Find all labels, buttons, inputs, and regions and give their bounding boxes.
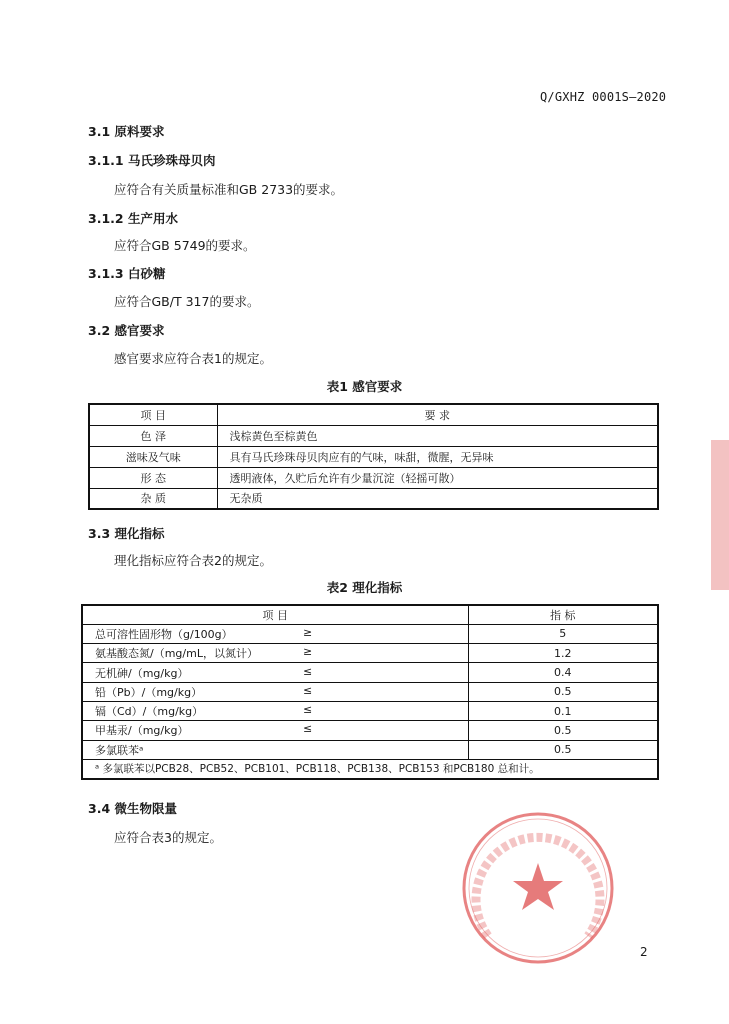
table-cell: 0.5: [468, 682, 658, 701]
paragraph-3-2: 感官要求应符合表1的规定。: [114, 351, 272, 366]
table-cell: [82, 624, 468, 643]
table-cell: 0.1: [468, 701, 658, 720]
table-cell: 形 态: [89, 467, 217, 488]
table1-caption: 表1 感官要求: [326, 379, 403, 394]
table-row: [89, 488, 658, 509]
heading-3-2: 3.2 感官要求: [88, 323, 165, 338]
table-header-cell: 要 求: [217, 404, 658, 425]
table-header-cell: 项 目: [89, 404, 217, 425]
paragraph-3-4: 应符合表3的规定。: [114, 830, 222, 845]
star-icon: [513, 863, 563, 910]
table-cell: 0.5: [468, 721, 658, 740]
item-label: 镉（Cd）/（mg/kg）: [95, 705, 204, 719]
item-label: 无机砷/（mg/kg）: [95, 666, 189, 680]
table-cell: 色 泽: [89, 425, 217, 446]
standard-code: Q/GXHZ 0001S—2020: [540, 90, 667, 104]
table-cell: 1.2: [468, 644, 658, 663]
table-row: [82, 721, 658, 740]
table-header-cell: 项 目: [82, 605, 468, 624]
item-label: 多氯联苯ᵃ: [95, 743, 144, 757]
comparison-symbol: ≤: [303, 664, 313, 678]
heading-3-1-1: 3.1.1 马氏珍珠母贝肉: [88, 153, 216, 168]
table2-caption: 表2 理化指标: [326, 580, 403, 595]
table-footnote-row: [82, 759, 658, 778]
page-edge-seal-mark: [711, 440, 729, 590]
table-row: [89, 446, 658, 467]
table-cell: 杂 质: [89, 488, 217, 509]
table-cell: [82, 663, 468, 682]
table-cell: [82, 682, 468, 701]
table-row: [82, 682, 658, 701]
item-label: 氨基酸态氮/（mg/mL，以氮计）: [95, 647, 258, 661]
table-header-row: [82, 605, 658, 624]
comparison-symbol: ≥: [303, 625, 313, 639]
table-cell: [82, 721, 468, 740]
table-row: [82, 701, 658, 720]
table-cell: 0.4: [468, 663, 658, 682]
item-label: 总可溶性固形物（g/100g）: [95, 627, 233, 641]
comparison-symbol: ≤: [303, 683, 313, 697]
table-cell: 滋味及气味: [89, 446, 217, 467]
table-header-cell: 指 标: [468, 605, 658, 624]
paragraph-3-1-1: 应符合有关质量标准和GB 2733的要求。: [114, 182, 344, 197]
comparison-symbol: ≥: [303, 645, 313, 659]
page-number: 2: [640, 945, 648, 959]
item-label: 甲基汞/（mg/kg）: [95, 724, 189, 738]
table-row: [82, 663, 658, 682]
table-cell: [82, 701, 468, 720]
table-row: [89, 425, 658, 446]
heading-3-1-3: 3.1.3 白砂糖: [88, 266, 166, 281]
heading-3-4: 3.4 微生物限量: [88, 801, 177, 816]
table-cell: 5: [468, 624, 658, 643]
table-cell: 透明液体，久贮后允许有少量沉淀（轻摇可散）: [217, 467, 658, 488]
heading-3-1: 3.1 原料要求: [88, 124, 165, 139]
table-cell: 具有马氏珍珠母贝肉应有的气味，味甜，微腥，无异味: [217, 446, 658, 467]
heading-3-3: 3.3 理化指标: [88, 526, 165, 541]
paragraph-3-1-2: 应符合GB 5749的要求。: [114, 238, 256, 253]
paragraph-3-3: 理化指标应符合表2的规定。: [114, 553, 272, 568]
table-cell: 0.5: [468, 740, 658, 759]
item-label: 铅（Pb）/（mg/kg）: [95, 685, 203, 699]
table-cell: 无杂质: [217, 488, 658, 509]
company-seal: [458, 808, 618, 968]
table-header-row: [89, 404, 658, 425]
table-row: [82, 740, 658, 759]
table-footnote: ᵃ 多氯联苯以PCB28、PCB52、PCB101、PCB118、PCB138、PCB153 和PCB180 总和计。: [82, 759, 658, 778]
table-cell: 浅棕黄色至棕黄色: [217, 425, 658, 446]
paragraph-3-1-3: 应符合GB/T 317的要求。: [114, 294, 260, 309]
table-row: [89, 467, 658, 488]
table-row: [82, 624, 658, 643]
heading-3-1-2: 3.1.2 生产用水: [88, 211, 178, 226]
comparison-symbol: ≤: [303, 703, 313, 717]
table-cell: [82, 644, 468, 663]
table-row: [82, 644, 658, 663]
sensory-table: [88, 403, 659, 510]
table-cell: [82, 740, 468, 759]
comparison-symbol: ≤: [303, 722, 313, 736]
physchem-table: [81, 604, 659, 780]
